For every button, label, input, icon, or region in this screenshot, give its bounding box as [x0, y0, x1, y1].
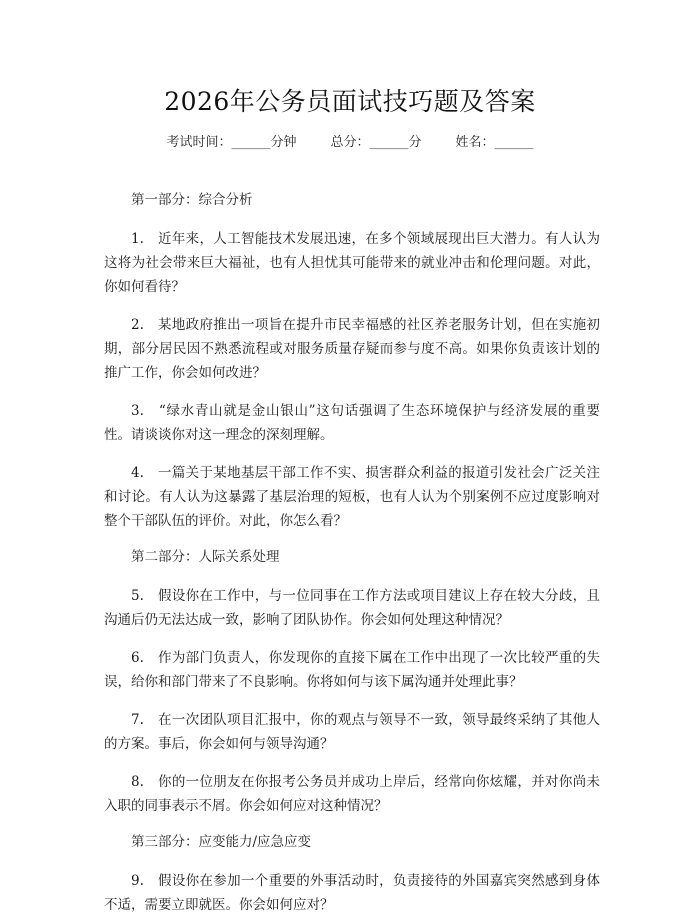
page-title: 2026年公务员面试技巧题及答案 [164, 87, 536, 116]
question-item: 4. 一篇关于某地基层干部工作不实、损害群众利益的报道引发社会广泛关注和讨论。有人认为这暴露了基层治理的短板，也有人认为个别案例不应过度影响对整个干部队伍的评价。对此，你怎么看？ [104, 465, 600, 529]
name-field: 姓名：______ [455, 135, 534, 150]
section-heading: 第三部分：应变能力/应急应变 [131, 834, 312, 850]
question-item: 1. 近年来，人工智能技术发展迅速，在多个领域展现出巨大潜力。有人认为这将为社会带来巨大福祉，也有人担忧其可能带来的就业冲击和伦理问题。对此，你如何看待？ [104, 231, 600, 295]
total-score-field: 总分：______分 [330, 135, 422, 150]
section-heading: 第二部分：人际关系处理 [131, 549, 280, 565]
question-item: 5. 假设你在工作中，与一位同事在工作方法或项目建议上存在较大分歧，且沟通后仍无法达成一致，影响了团队协作。你会如何处理这种情况？ [104, 588, 600, 628]
question-item: 9. 假设你在参加一个重要的外事活动时，负责接待的外国嘉宾突然感到身体不适，需要立即就医。你会如何应对？ [104, 873, 600, 913]
question-item: 6. 作为部门负责人，你发现你的直接下属在工作中出现了一次比较严重的失误，给你和部门带来了不良影响。你将如何与该下属沟通并处理此事？ [104, 650, 600, 690]
question-content [104, 190, 600, 917]
question-item: 2. 某地政府推出一项旨在提升市民幸福感的社区养老服务计划，但在实施初期，部分居民因不熟悉流程或对服务质量存疑而参与度不高。如果你负责该计划的推广工作，你会如何改进？ [104, 317, 600, 381]
question-item: 3. “绿水青山就是金山银山”这句话强调了生态环境保护与经济发展的重要性。请谈谈你对这一理念的深刻理解。 [104, 403, 600, 443]
section-heading: 第一部分：综合分析 [131, 192, 253, 208]
question-item: 8. 你的一位朋友在你报考公务员并成功上岸后，经常向你炫耀，并对你尚未入职的同事表示不屑。你会如何应对这种情况？ [104, 774, 600, 814]
exam-time-field: 考试时间：______分钟 [166, 135, 297, 150]
exam-meta [0, 131, 700, 150]
question-item: 7. 在一次团队项目汇报中，你的观点与领导不一致，领导最终采纳了其他人的方案。事后，你会如何与领导沟通？ [104, 712, 600, 752]
